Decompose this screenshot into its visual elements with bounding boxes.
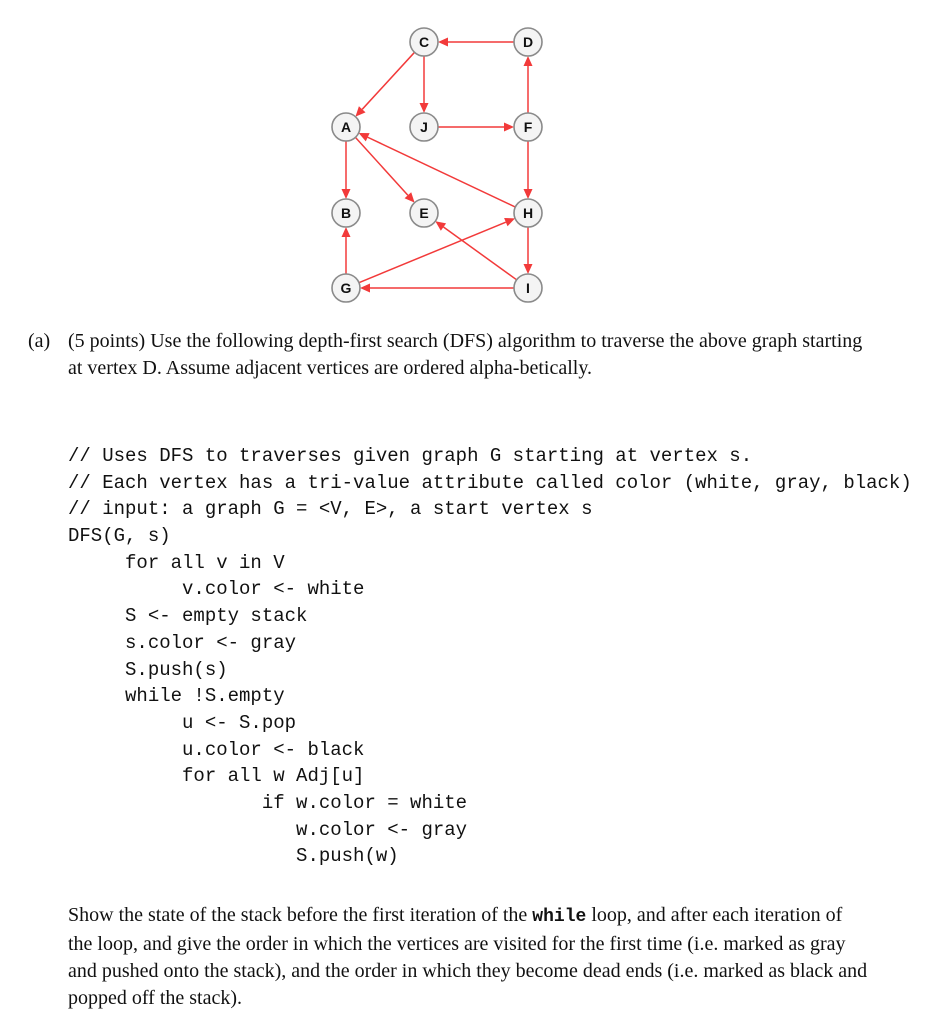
node-h [514,199,542,227]
code-line: u <- S.pop [68,711,297,734]
question-a [28,328,878,382]
node-label: F [523,119,533,135]
code-line: v.color <- white [68,578,365,601]
edge-h-a [359,133,516,207]
code-line: // Each vertex has a tri-value attribute called color (white, gray, black) [68,471,912,494]
node-label: B [340,205,352,221]
edge-i-g [360,284,514,293]
code-line: S <- empty stack [68,605,308,628]
node-label: C [418,34,430,50]
edge-g-h [359,218,515,283]
edge-c-j [420,56,429,113]
node-label: E [419,205,429,221]
edge-i-e [435,221,516,280]
code-line: DFS(G, s) [68,525,171,548]
node-e [410,199,438,227]
node-d [514,28,542,56]
edge-f-h [524,141,533,199]
code-line: u.color <- black [68,738,365,761]
instructions-before: Show the state of the stack before the first iteration of the [68,904,533,926]
question-number: (a) [28,330,51,352]
node-j [410,113,438,141]
edge-g-b [342,227,351,274]
node-i [514,274,542,302]
edge-a-e [355,137,414,202]
node-b [332,199,360,227]
edge-a-b [342,141,351,199]
dfs-pseudocode [68,443,912,870]
edge-j-f [438,123,514,132]
edge-d-c [438,38,514,47]
code-line: S.push(s) [68,658,228,681]
edge-f-d [524,56,533,113]
instructions [68,902,868,1012]
while-keyword: while [532,907,587,927]
code-line: if w.color = white [68,791,468,814]
node-g [332,274,360,302]
node-c [410,28,438,56]
code-line: for all w Adj[u] [68,765,365,788]
node-label: H [522,205,534,221]
directed-graph [0,0,939,310]
code-line: w.color <- gray [68,818,468,841]
edge-h-i [524,227,533,274]
node-a [332,113,360,141]
code-line: // Uses DFS to traverses given graph G starting at vertex s. [68,445,753,467]
graph-nodes [332,28,542,302]
code-line: S.push(w) [68,845,399,868]
node-label: G [340,280,352,296]
code-line: while !S.empty [68,685,285,708]
node-label: J [420,119,428,135]
node-label: I [526,280,530,296]
code-line: for all v in V [68,551,285,574]
code-line: // input: a graph G = <V, E>, a start vertex s [68,498,593,521]
question-text: (5 points) Use the following depth-first search (DFS) algorithm to traverse the above graph starting at vertex D. Assume adjacent vertices are ordered alpha-betically. [68,330,863,379]
node-label: A [340,119,352,135]
node-f [514,113,542,141]
code-line: s.color <- gray [68,631,297,654]
graph-edges [342,38,533,293]
node-label: D [522,34,534,50]
edge-c-a [355,52,414,116]
instructions-after: loop, and after each iteration of the loop, and give the order in which the vertices are visited for the first time (i.e. marked as gray and pushed onto the stack), and the order in which they become dead ends (i.e. marked as black and popped off the stack). [68,904,868,1009]
